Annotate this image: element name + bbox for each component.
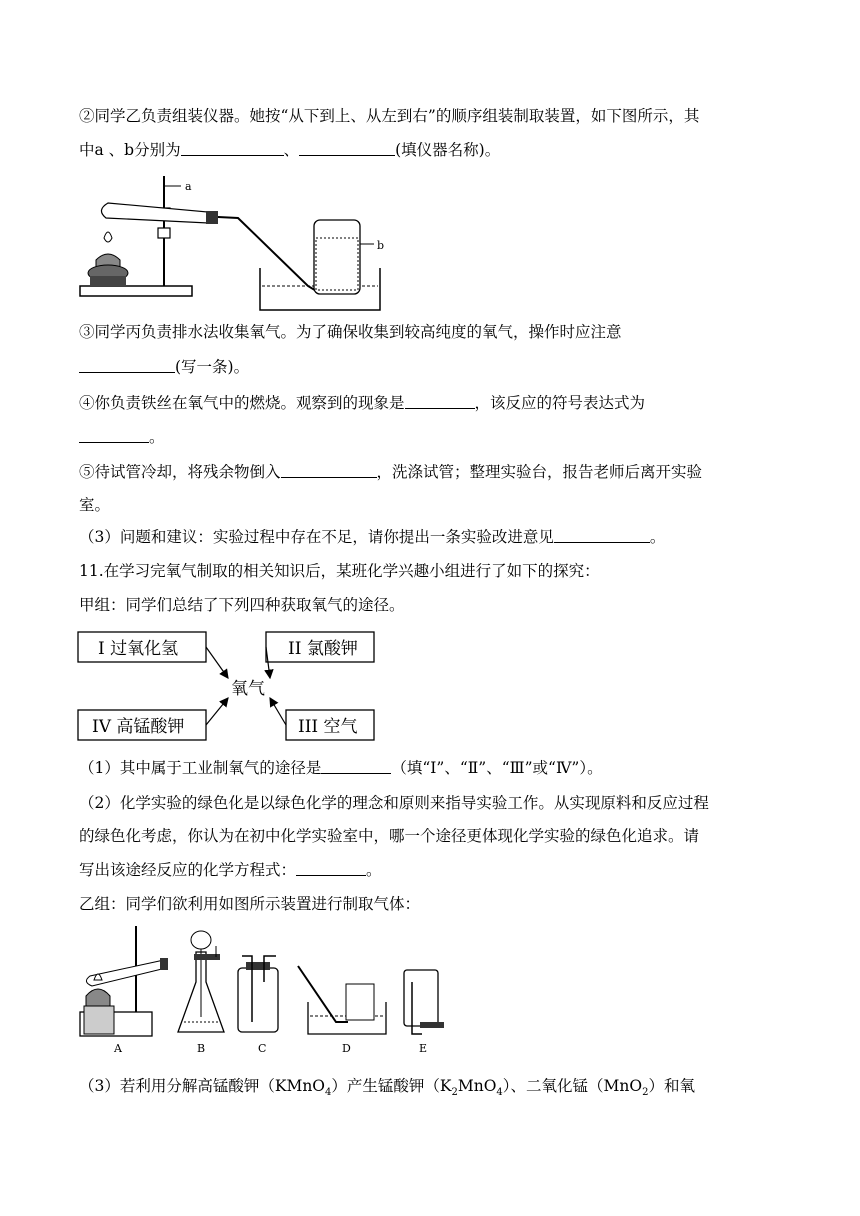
svg-text:D: D xyxy=(342,1042,351,1055)
oxygen-routes-diagram xyxy=(78,630,378,745)
label-b: b xyxy=(377,239,385,252)
answer-blank xyxy=(181,141,284,156)
text-line-3: ③同学丙负责排水法收集氧气。为了确保收集到较高纯度的氧气，操作时应注意 xyxy=(79,323,622,341)
text-line-8: 室。 xyxy=(79,496,111,514)
answer-blank xyxy=(321,759,391,774)
answer-blank xyxy=(79,358,175,373)
answer-blank xyxy=(405,394,475,409)
answer-blank xyxy=(296,861,366,876)
text-line-10: 11.在学习完氧气制取的相关知识后，某班化学兴趣小组进行了如下的探究： xyxy=(79,562,600,580)
svg-text:II 氯酸钾: II 氯酸钾 xyxy=(288,639,358,659)
text-line-4: (写一条)。 xyxy=(79,356,249,378)
svg-text:IV 高锰酸钾: IV 高锰酸钾 xyxy=(92,717,185,737)
text-line-5: ④你负责铁丝在氧气中的燃烧。观察到的现象是 ，该反应的符号表达式为 xyxy=(79,394,646,412)
answer-blank xyxy=(299,141,395,156)
text-line-17: （3）若利用分解高锰酸钾（KMnO$_4$）产生锰酸钾$(K_2MnO_4)$、二氧化锰（MnO$_2$）和氧 xyxy=(79,1077,695,1099)
text-line-12: （1）其中属于工业制氧气的途径是 （填“Ⅰ”、“Ⅱ”、“Ⅲ”或“Ⅳ”）。 xyxy=(79,759,603,777)
svg-text:A: A xyxy=(114,1042,122,1055)
oxygen-apparatus-figure xyxy=(78,168,398,313)
answer-blank xyxy=(79,428,149,443)
apparatus-A xyxy=(80,926,168,1055)
svg-text:E: E xyxy=(419,1042,428,1055)
apparatus-B xyxy=(178,931,224,1055)
svg-text:C: C xyxy=(258,1042,267,1055)
text-line-13: （2）化学实验的绿色化是以绿色化学的理念和原则来指导实验工作。从实现原料和反应过程 xyxy=(79,794,709,812)
text-line-15: 写出该途经反应的化学方程式： 。 xyxy=(79,861,382,879)
answer-blank xyxy=(554,528,650,543)
svg-text:III 空气: III 空气 xyxy=(298,717,358,737)
text-line-7: ⑤待试管冷却，将残余物倒入 ，洗涤试管；整理实验台，报告老师后离开实验 xyxy=(79,463,703,481)
apparatus-E xyxy=(404,970,444,1055)
apparatus-set-figure xyxy=(76,922,456,1062)
apparatus-C xyxy=(238,956,278,1055)
apparatus-D xyxy=(298,966,386,1055)
text-line-14: 的绿色化考虑，你认为在初中化学实验室中，哪一个途径更体现化学实验的绿色化追求。请 xyxy=(79,827,700,845)
answer-blank xyxy=(281,463,377,478)
text-line-16: 乙组：同学们欲利用如图所示装置进行制取气体： xyxy=(79,895,421,913)
svg-text:I 过氧化氢: I 过氧化氢 xyxy=(98,639,179,659)
text-line-11: 甲组：同学们总结了下列四种获取氧气的途径。 xyxy=(79,596,405,614)
label-a: a xyxy=(185,180,192,193)
text-line-2: 中a 、b分别为 、 (填仪器名称)。 xyxy=(79,141,501,159)
svg-text:B: B xyxy=(197,1042,206,1055)
text-line-6: 。 xyxy=(79,426,165,448)
oxygen-center-label: 氧气 xyxy=(231,679,265,699)
text-line-1: ②同学乙负责组装仪器。她按“从下到上、从左到右”的顺序组装制取装置，如下图所示，其 xyxy=(79,107,700,125)
text-line-9: （3）问题和建议：实验过程中存在不足，请你提出一条实验改进意见 。 xyxy=(79,528,666,546)
